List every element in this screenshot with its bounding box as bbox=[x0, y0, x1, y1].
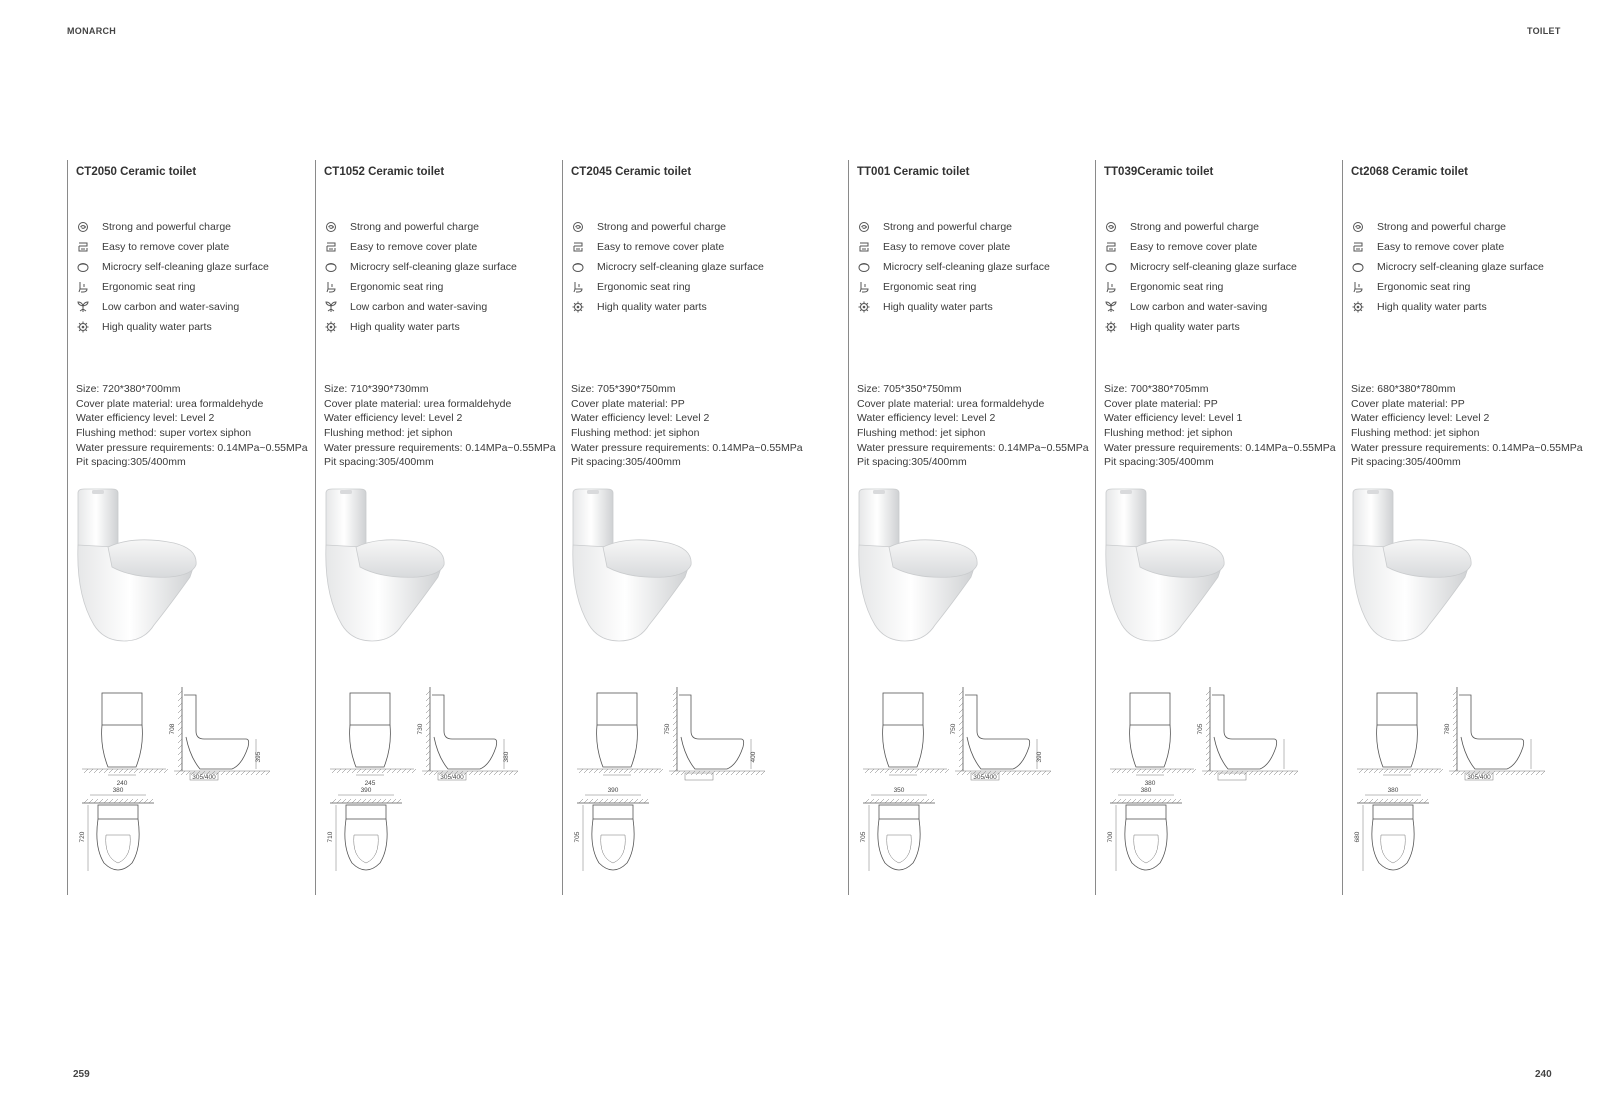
spec-line: Flushing method: jet siphon bbox=[1104, 427, 1233, 440]
feature-item bbox=[76, 217, 269, 237]
feature-item bbox=[1104, 257, 1297, 277]
cover-plate-icon bbox=[324, 241, 338, 253]
leaf-icon bbox=[324, 301, 338, 313]
seat-ring-icon bbox=[571, 281, 585, 293]
feature-item bbox=[324, 317, 517, 337]
spec-line: Size: 710*390*730mm bbox=[324, 383, 429, 395]
spec-line: Size: 705*350*750mm bbox=[857, 383, 962, 395]
feature-text: Low carbon and water-saving bbox=[1130, 301, 1268, 313]
gear-icon bbox=[1104, 321, 1118, 333]
feature-item bbox=[1104, 297, 1297, 317]
feature-text: Easy to remove cover plate bbox=[1130, 241, 1258, 253]
spec-line: Size: 705*390*750mm bbox=[571, 383, 676, 395]
spec-line: Water efficiency level: Level 2 bbox=[857, 412, 996, 425]
flush-button bbox=[92, 490, 104, 494]
feature-text: High quality water parts bbox=[597, 301, 707, 313]
dim-label-top-width: 350 bbox=[893, 787, 905, 794]
dim-label-front-height: 390 bbox=[1036, 751, 1043, 763]
feature-item bbox=[76, 277, 269, 297]
spec-line: Cover plate material: PP bbox=[571, 397, 685, 410]
feature-item bbox=[571, 257, 764, 277]
front-view-drawing bbox=[1357, 693, 1443, 775]
feature-item bbox=[1351, 257, 1544, 277]
front-view-drawing bbox=[577, 693, 663, 775]
cover-plate-icon bbox=[76, 241, 90, 253]
spec-line: Water efficiency level: Level 2 bbox=[1351, 412, 1490, 425]
feature-item bbox=[324, 217, 517, 237]
spec-line: Water efficiency level: Level 2 bbox=[324, 412, 463, 425]
technical-drawing bbox=[569, 687, 769, 887]
feature-text: Microcry self-cleaning glaze surface bbox=[102, 261, 269, 273]
feature-item bbox=[76, 237, 269, 257]
dim-label-side-height: 730 bbox=[417, 723, 424, 735]
feature-item bbox=[1351, 237, 1544, 257]
spec-list bbox=[1351, 382, 1583, 470]
feature-item bbox=[1351, 297, 1544, 317]
product-photo bbox=[322, 485, 472, 655]
dim-label-top-length: 705 bbox=[860, 831, 867, 843]
glaze-icon bbox=[324, 261, 338, 273]
dim-label-front-height: 395 bbox=[255, 751, 262, 763]
feature-text: High quality water parts bbox=[102, 321, 212, 333]
feature-text: Easy to remove cover plate bbox=[597, 241, 725, 253]
seat-ring-icon bbox=[1351, 281, 1365, 293]
swirl-icon bbox=[324, 221, 338, 233]
spec-line: Pit spacing:305/400mm bbox=[857, 456, 967, 469]
dim-label-top-width: 380 bbox=[1140, 787, 1152, 794]
left-page-number: 259 bbox=[73, 1069, 90, 1080]
spec-line: Flushing method: jet siphon bbox=[1351, 427, 1480, 440]
spec-line: Cover plate material: urea formaldehyde bbox=[76, 397, 264, 410]
feature-text: Strong and powerful charge bbox=[1130, 221, 1259, 233]
feature-item bbox=[571, 277, 764, 297]
flush-button bbox=[1120, 490, 1132, 494]
dim-label-top-length: 705 bbox=[574, 831, 581, 843]
brand-name: MONARCH bbox=[67, 26, 117, 36]
feature-text: Ergonomic seat ring bbox=[1377, 281, 1471, 293]
feature-list bbox=[1351, 217, 1544, 317]
product-column bbox=[848, 160, 1096, 895]
feature-list bbox=[324, 217, 517, 337]
dim-label-pit-spacing: 305/400 bbox=[1467, 774, 1491, 781]
feature-item bbox=[571, 217, 764, 237]
feature-text: Ergonomic seat ring bbox=[102, 281, 196, 293]
top-view-drawing bbox=[577, 795, 649, 871]
spec-list bbox=[571, 382, 803, 470]
side-view-drawing bbox=[1449, 687, 1545, 780]
spec-line: Size: 680*380*780mm bbox=[1351, 383, 1456, 395]
dim-label-front-width: 380 bbox=[1144, 780, 1156, 787]
spec-line: Water pressure requirements: 0.14MPa~0.55MPa bbox=[571, 441, 803, 454]
feature-text: Easy to remove cover plate bbox=[350, 241, 478, 253]
gear-icon bbox=[857, 301, 871, 313]
feature-text: Microcry self-cleaning glaze surface bbox=[883, 261, 1050, 273]
feature-text: Microcry self-cleaning glaze surface bbox=[1377, 261, 1544, 273]
gear-icon bbox=[1351, 301, 1365, 313]
dim-label-top-length: 720 bbox=[79, 831, 86, 843]
feature-text: Low carbon and water-saving bbox=[102, 301, 240, 313]
feature-item bbox=[76, 317, 269, 337]
feature-text: Strong and powerful charge bbox=[102, 221, 231, 233]
spec-line: Size: 720*380*700mm bbox=[76, 383, 181, 395]
feature-item bbox=[1351, 217, 1544, 237]
glaze-icon bbox=[571, 261, 585, 273]
product-photo bbox=[1102, 485, 1252, 655]
top-view-drawing bbox=[330, 795, 402, 871]
product-title: TT001 Ceramic toilet bbox=[857, 166, 970, 178]
top-view-drawing bbox=[1110, 795, 1182, 871]
product-column bbox=[1342, 160, 1590, 895]
product-column bbox=[67, 160, 315, 895]
spec-line: Water pressure requirements: 0.14MPa~0.55MPa bbox=[1351, 441, 1583, 454]
leaf-icon bbox=[1104, 301, 1118, 313]
spec-line: Flushing method: super vortex siphon bbox=[76, 427, 252, 440]
product-title: CT2045 Ceramic toilet bbox=[571, 166, 692, 178]
product-column bbox=[1095, 160, 1343, 895]
swirl-icon bbox=[1104, 221, 1118, 233]
swirl-icon bbox=[76, 221, 90, 233]
spec-line: Cover plate material: PP bbox=[1104, 397, 1218, 410]
spec-line: Water efficiency level: Level 2 bbox=[571, 412, 710, 425]
feature-text: Ergonomic seat ring bbox=[883, 281, 977, 293]
top-view-drawing bbox=[82, 795, 154, 871]
side-view-drawing bbox=[422, 687, 518, 780]
seat-ring-icon bbox=[1104, 281, 1118, 293]
feature-text: Strong and powerful charge bbox=[350, 221, 479, 233]
spec-line: Water efficiency level: Level 1 bbox=[1104, 412, 1243, 425]
feature-item bbox=[76, 257, 269, 277]
feature-text: High quality water parts bbox=[350, 321, 460, 333]
seat-ring-icon bbox=[324, 281, 338, 293]
glaze-icon bbox=[857, 261, 871, 273]
product-photo bbox=[74, 485, 224, 655]
product-photo bbox=[855, 485, 1005, 655]
top-view-drawing bbox=[1357, 795, 1429, 871]
flush-button bbox=[873, 490, 885, 494]
dim-label-front-height: 400 bbox=[750, 751, 757, 763]
cover-plate-icon bbox=[1351, 241, 1365, 253]
spec-line: Cover plate material: urea formaldehyde bbox=[324, 397, 512, 410]
flush-button bbox=[1367, 490, 1379, 494]
product-title: CT2050 Ceramic toilet bbox=[76, 166, 197, 178]
spec-line: Size: 700*380*705mm bbox=[1104, 383, 1209, 395]
feature-text: Ergonomic seat ring bbox=[597, 281, 691, 293]
dim-label-front-width: 245 bbox=[364, 780, 376, 787]
seat-ring-icon bbox=[76, 281, 90, 293]
technical-drawing bbox=[74, 687, 274, 887]
spec-line: Flushing method: jet siphon bbox=[324, 427, 453, 440]
feature-item bbox=[1351, 277, 1544, 297]
spec-list bbox=[324, 382, 556, 470]
dim-label-side-height: 780 bbox=[1444, 723, 1451, 735]
front-view-drawing bbox=[863, 693, 949, 775]
feature-text: Strong and powerful charge bbox=[1377, 221, 1506, 233]
product-photo bbox=[1349, 485, 1499, 655]
spec-list bbox=[1104, 382, 1336, 470]
feature-item bbox=[324, 237, 517, 257]
technical-drawing bbox=[1349, 687, 1549, 887]
dim-label-side-height: 705 bbox=[1197, 723, 1204, 735]
glaze-icon bbox=[1104, 261, 1118, 273]
spec-line: Cover plate material: PP bbox=[1351, 397, 1465, 410]
product-column bbox=[315, 160, 563, 895]
feature-item bbox=[571, 297, 764, 317]
feature-item bbox=[857, 277, 1050, 297]
feature-text: Ergonomic seat ring bbox=[1130, 281, 1224, 293]
feature-text: Strong and powerful charge bbox=[883, 221, 1012, 233]
feature-text: Easy to remove cover plate bbox=[102, 241, 230, 253]
product-title: TT039Ceramic toilet bbox=[1104, 166, 1214, 178]
leaf-icon bbox=[76, 301, 90, 313]
side-view-drawing bbox=[955, 687, 1051, 780]
spec-list bbox=[76, 382, 308, 470]
feature-item bbox=[324, 297, 517, 317]
dim-label-pit-spacing: 305/400 bbox=[973, 774, 997, 781]
gear-icon bbox=[571, 301, 585, 313]
feature-list bbox=[76, 217, 269, 337]
technical-drawing bbox=[322, 687, 522, 887]
feature-item bbox=[324, 277, 517, 297]
side-view-drawing bbox=[174, 687, 270, 780]
product-title: Ct2068 Ceramic toilet bbox=[1351, 166, 1468, 178]
spec-line: Flushing method: jet siphon bbox=[857, 427, 986, 440]
dim-label-top-width: 380 bbox=[1387, 787, 1399, 794]
feature-text: Low carbon and water-saving bbox=[350, 301, 488, 313]
spec-line: Cover plate material: urea formaldehyde bbox=[857, 397, 1045, 410]
spec-line: Water pressure requirements: 0.14MPa~0.55MPa bbox=[1104, 441, 1336, 454]
top-view-drawing bbox=[863, 795, 935, 871]
feature-item bbox=[571, 237, 764, 257]
flush-button bbox=[587, 490, 599, 494]
dim-label-top-length: 700 bbox=[1107, 831, 1114, 843]
front-view-drawing bbox=[1110, 693, 1196, 775]
seat-ring-icon bbox=[857, 281, 871, 293]
swirl-icon bbox=[857, 221, 871, 233]
spec-line: Pit spacing:305/400mm bbox=[324, 456, 434, 469]
front-view-drawing bbox=[330, 693, 416, 775]
dim-label-front-height: 380 bbox=[503, 751, 510, 763]
cover-plate-icon bbox=[857, 241, 871, 253]
dim-label-front-width: 240 bbox=[116, 780, 128, 787]
spec-line: Pit spacing:305/400mm bbox=[76, 456, 186, 469]
technical-drawing bbox=[1102, 687, 1302, 887]
feature-text: Ergonomic seat ring bbox=[350, 281, 444, 293]
spec-line: Pit spacing:305/400mm bbox=[571, 456, 681, 469]
dim-label-side-height: 708 bbox=[169, 723, 176, 735]
swirl-icon bbox=[1351, 221, 1365, 233]
feature-text: Strong and powerful charge bbox=[597, 221, 726, 233]
feature-item bbox=[857, 297, 1050, 317]
feature-item bbox=[1104, 237, 1297, 257]
spec-list bbox=[857, 382, 1089, 470]
feature-list bbox=[571, 217, 764, 317]
feature-item bbox=[324, 257, 517, 277]
cover-plate-icon bbox=[571, 241, 585, 253]
swirl-icon bbox=[571, 221, 585, 233]
spec-line: Water pressure requirements: 0.14MPa~0.55MPa bbox=[324, 441, 556, 454]
feature-item bbox=[1104, 277, 1297, 297]
front-view-drawing bbox=[82, 693, 168, 775]
dim-label-top-length: 710 bbox=[327, 831, 334, 843]
spec-line: Water pressure requirements: 0.14MPa~0.55MPa bbox=[76, 441, 308, 454]
product-column bbox=[562, 160, 810, 895]
dim-label-pit-spacing: 305/400 bbox=[192, 774, 216, 781]
gear-icon bbox=[76, 321, 90, 333]
side-view-drawing bbox=[1202, 687, 1298, 780]
feature-text: Microcry self-cleaning glaze surface bbox=[597, 261, 764, 273]
dim-label-side-height: 750 bbox=[664, 723, 671, 735]
spec-line: Pit spacing:305/400mm bbox=[1351, 456, 1461, 469]
product-title: CT1052 Ceramic toilet bbox=[324, 166, 445, 178]
feature-text: High quality water parts bbox=[1130, 321, 1240, 333]
spec-line: Flushing method: jet siphon bbox=[571, 427, 700, 440]
section-name: TOILET bbox=[1527, 26, 1561, 36]
technical-drawing bbox=[855, 687, 1055, 887]
spec-line: Water pressure requirements: 0.14MPa~0.55MPa bbox=[857, 441, 1089, 454]
glaze-icon bbox=[76, 261, 90, 273]
right-page-number: 240 bbox=[1535, 1069, 1552, 1080]
dim-label-side-height: 750 bbox=[950, 723, 957, 735]
feature-item bbox=[857, 257, 1050, 277]
feature-item bbox=[1104, 317, 1297, 337]
feature-text: Microcry self-cleaning glaze surface bbox=[350, 261, 517, 273]
cover-plate-icon bbox=[1104, 241, 1118, 253]
glaze-icon bbox=[1351, 261, 1365, 273]
feature-text: Microcry self-cleaning glaze surface bbox=[1130, 261, 1297, 273]
feature-text: High quality water parts bbox=[883, 301, 993, 313]
dim-label-pit-spacing: 305/400 bbox=[440, 774, 464, 781]
feature-text: High quality water parts bbox=[1377, 301, 1487, 313]
feature-list bbox=[857, 217, 1050, 317]
feature-text: Easy to remove cover plate bbox=[1377, 241, 1505, 253]
dim-label-top-width: 390 bbox=[360, 787, 372, 794]
spec-line: Water efficiency level: Level 2 bbox=[76, 412, 215, 425]
dim-label-top-width: 390 bbox=[607, 787, 619, 794]
spec-line: Pit spacing:305/400mm bbox=[1104, 456, 1214, 469]
dim-label-top-width: 380 bbox=[112, 787, 124, 794]
feature-item bbox=[76, 297, 269, 317]
feature-item bbox=[857, 217, 1050, 237]
product-photo bbox=[569, 485, 719, 655]
feature-item bbox=[857, 237, 1050, 257]
flush-button bbox=[340, 490, 352, 494]
gear-icon bbox=[324, 321, 338, 333]
side-view-drawing bbox=[669, 687, 765, 780]
feature-list bbox=[1104, 217, 1297, 337]
feature-text: Easy to remove cover plate bbox=[883, 241, 1011, 253]
feature-item bbox=[1104, 217, 1297, 237]
dim-label-top-length: 680 bbox=[1354, 831, 1361, 843]
